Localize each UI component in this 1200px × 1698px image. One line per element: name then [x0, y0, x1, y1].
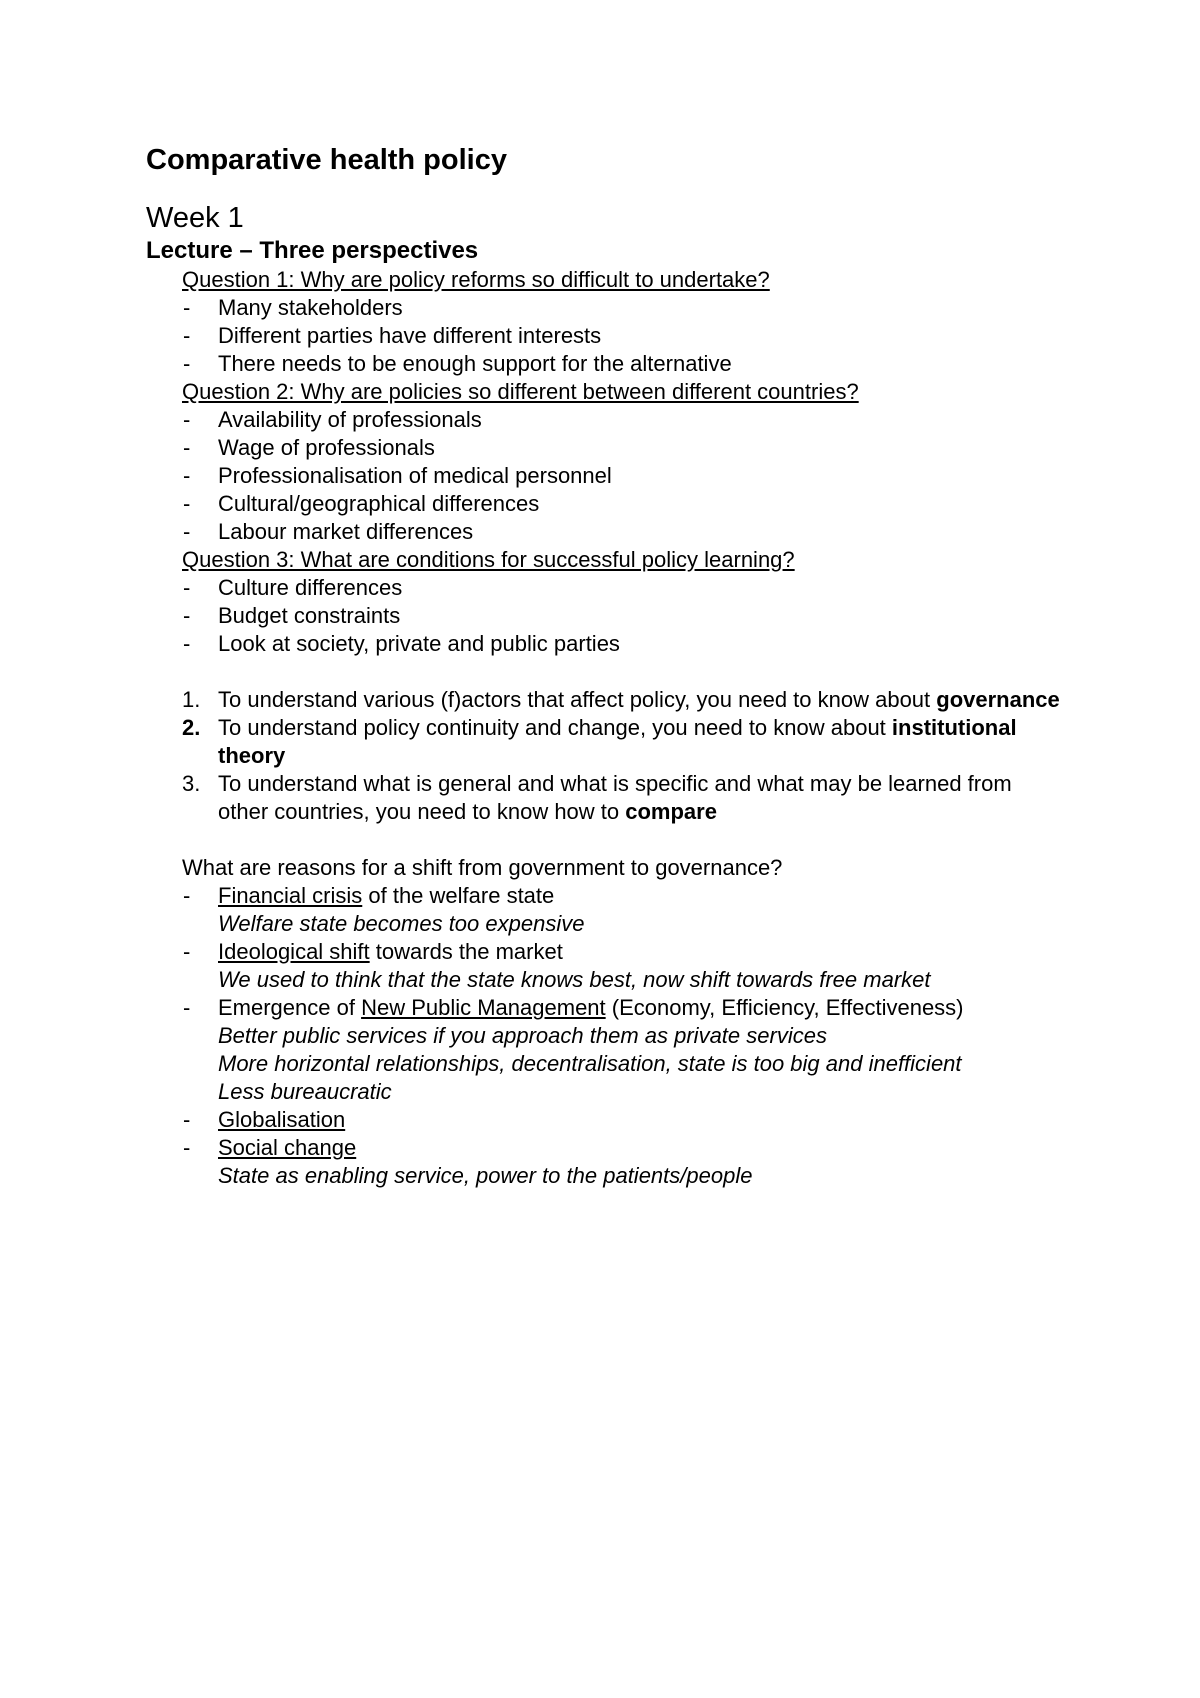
- list-item: - Cultural/geographical differences: [182, 490, 1066, 518]
- list-item: [182, 1134, 1066, 1190]
- reason-note: State as enabling service, power to the patients/people: [218, 1163, 753, 1188]
- document-title: Comparative health policy: [146, 144, 507, 176]
- perspective-keyword: institutional theory: [218, 715, 1017, 768]
- list-item: - Many stakeholders: [182, 294, 1066, 322]
- list-item: - Wage of professionals: [182, 434, 1066, 462]
- list-item: - Labour market differences: [182, 518, 1066, 546]
- perspective-keyword: compare: [625, 799, 717, 824]
- list-item: [182, 1106, 1066, 1134]
- lecture-heading: Lecture – Three perspectives: [146, 237, 479, 264]
- perspectives-list: [182, 686, 1066, 826]
- reason-term: Ideological shift: [218, 939, 370, 964]
- reason-prefix: Emergence of: [218, 995, 362, 1020]
- reason-note: We used to think that the state knows best, now shift towards free market: [218, 967, 931, 992]
- list-item: - Different parties have different interests: [182, 322, 1066, 350]
- reason-term: New Public Management: [361, 995, 606, 1020]
- reason-suffix: towards the market: [369, 939, 563, 964]
- spacer: [182, 658, 1066, 686]
- question-1-heading: Question 1: Why are policy reforms so difficult to undertake?: [182, 267, 770, 292]
- perspective-text: To understand various (f)actors that affect policy, you need to know about: [218, 687, 937, 712]
- reason-note: Welfare state becomes too expensive: [218, 911, 585, 936]
- document-page: [146, 142, 1066, 1190]
- reasons-list: [182, 882, 1066, 1190]
- list-number: 3.: [182, 771, 201, 796]
- list-number: 2.: [182, 715, 201, 740]
- list-item: - Availability of professionals: [182, 406, 1066, 434]
- reason-note: Better public services if you approach them as private services: [218, 1023, 827, 1048]
- list-item: - Budget constraints: [182, 602, 1066, 630]
- question-1-list: [182, 294, 1066, 378]
- question-2-heading: Question 2: Why are policies so different between different countries?: [182, 379, 859, 404]
- list-number: 1.: [182, 687, 201, 712]
- list-item: - Culture differences: [182, 574, 1066, 602]
- spacer: [182, 826, 1066, 854]
- reason-term: Financial crisis: [218, 883, 363, 908]
- question-3-list: [182, 574, 1066, 658]
- reason-term: Social change: [218, 1135, 357, 1160]
- list-item: - Professionalisation of medical personnel: [182, 462, 1066, 490]
- question-3-heading: Question 3: What are conditions for successful policy learning?: [182, 547, 795, 572]
- list-item: [182, 938, 1066, 994]
- reason-note: Less bureaucratic: [218, 1079, 392, 1104]
- list-item: [182, 994, 1066, 1106]
- reason-suffix: (Economy, Efficiency, Effectiveness): [605, 995, 964, 1020]
- perspective-text: To understand what is general and what is specific and what may be learned from other countries, you need to know how to: [218, 771, 1012, 824]
- reason-suffix: of the welfare state: [362, 883, 555, 908]
- list-item: [182, 882, 1066, 938]
- reasons-question: What are reasons for a shift from government to governance?: [182, 855, 783, 880]
- list-item: [182, 770, 1066, 826]
- perspective-text: To understand policy continuity and change, you need to know about: [218, 715, 892, 740]
- perspective-keyword: governance: [936, 687, 1060, 712]
- question-2-list: [182, 406, 1066, 546]
- notes-body: [146, 266, 1066, 1190]
- week-heading: Week 1: [146, 202, 244, 234]
- reason-term: Globalisation: [218, 1107, 346, 1132]
- list-item: [182, 686, 1066, 714]
- list-item: - Look at society, private and public parties: [182, 630, 1066, 658]
- reason-note: More horizontal relationships, decentralisation, state is too big and inefficient: [218, 1051, 962, 1076]
- list-item: - There needs to be enough support for the alternative: [182, 350, 1066, 378]
- list-item: [182, 714, 1066, 770]
